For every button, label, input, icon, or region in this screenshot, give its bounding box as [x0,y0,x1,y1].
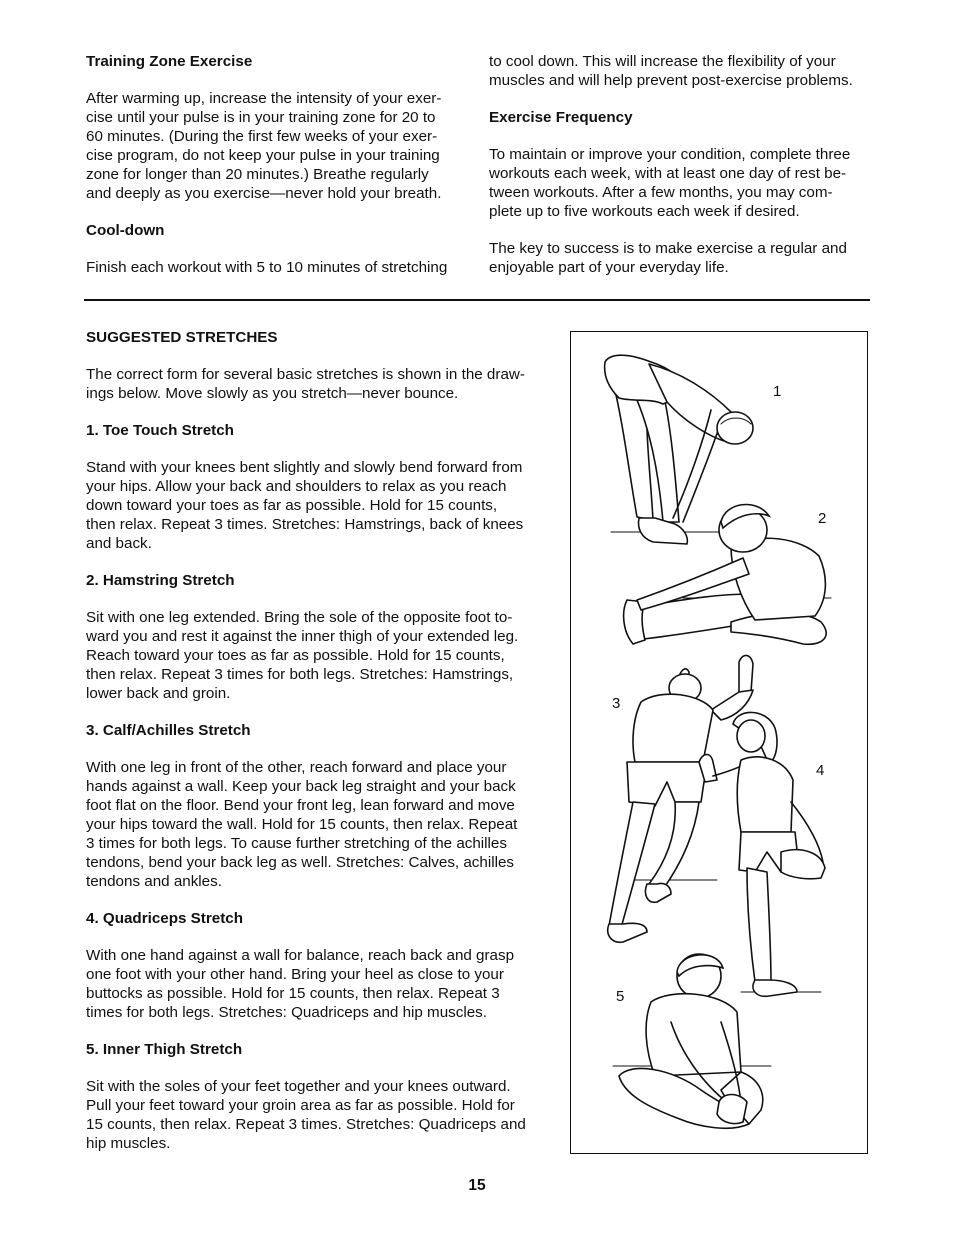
text-line: hip muscles. [86,1135,171,1152]
text-line: muscles and will help prevent post-exercise problems. [489,72,853,89]
text-line: tendons, bend your back leg as well. Stretches: Calves, achilles [86,854,515,871]
text-line: enjoyable part of your everyday life. [489,259,729,276]
text-line: cise until your pulse is in your training zone for 20 to [86,109,436,126]
cool-down-continued-paragraph [489,52,869,90]
calf-stretch-figure [608,655,753,942]
text-line: foot flat on the floor. Bend your front leg, lean forward and move [86,797,515,814]
figure-label-1: 1 [773,383,782,400]
figure-label-5: 5 [616,988,625,1005]
stretch-illustrations [570,331,868,1154]
text-line: buttocks as possible. Hold for 15 counts, then relax. Repeat 3 [86,985,500,1002]
text-line: 15 counts, then relax. Repeat 3 times. Stretches: Quadriceps and [86,1116,526,1133]
text-line: ings below. Move slowly as you stretch—never bounce. [86,385,459,402]
cool-down-paragraph [86,258,461,277]
text-line: then relax. Repeat 3 times. Stretches: Hamstrings, back of knees [86,516,524,533]
text-line: and deeply as you exercise—never hold your breath. [86,185,442,202]
text-line: ward you and rest it against the inner thigh of your extended leg. [86,628,519,645]
section-divider [84,299,870,301]
text-line: With one leg in front of the other, reach forward and place your [86,759,507,776]
text-line: The key to success is to make exercise a regular and [489,240,847,257]
text-line: Sit with one leg extended. Bring the sole of the opposite foot to- [86,609,513,626]
text-line: then relax. Repeat 3 times for both legs. Stretches: Hamstrings, [86,666,514,683]
top-right-column [489,52,869,277]
text-line: cise program, do not keep your pulse in your training [86,147,440,164]
figure-label-4: 4 [816,762,825,779]
heading-calf-achilles: 3. Calf/Achilles Stretch [86,722,251,739]
quadriceps-paragraph [86,946,541,1022]
text-line: zone for longer than 20 minutes.) Breathe regularly [86,166,429,183]
hamstring-paragraph [86,608,541,703]
text-line: your hips. Allow your back and shoulders to relax as you reach [86,478,507,495]
text-line: After warming up, increase the intensity of your exer- [86,90,442,107]
text-line: and back. [86,535,152,552]
text-line: Finish each workout with 5 to 10 minutes of stretching [86,259,448,276]
training-zone-paragraph [86,89,461,203]
text-line: To maintain or improve your condition, complete three [489,146,851,163]
text-line: to cool down. This will increase the flexibility of your [489,53,836,70]
exercise-frequency-paragraph [489,145,869,221]
figure-label-3: 3 [612,695,621,712]
heading-quadriceps: 4. Quadriceps Stretch [86,910,243,927]
text-line: Reach toward your toes as far as possible. Hold for 15 counts, [86,647,505,664]
quadriceps-stretch-figure [699,712,825,996]
toe-touch-paragraph [86,458,541,553]
heading-cool-down: Cool-down [86,222,165,239]
text-line: Stand with your knees bent slightly and slowly bend forward from [86,459,523,476]
text-line: 60 minutes. (During the first few weeks of your exer- [86,128,438,145]
figure-label-2: 2 [818,510,827,527]
inner-thigh-stretch-figure [613,954,771,1128]
text-line: The correct form for several basic stretches is shown in the draw- [86,366,525,383]
top-left-column [86,52,461,277]
text-line: 3 times for both legs. To cause further stretching of the achilles [86,835,507,852]
heading-training-zone: Training Zone Exercise [86,53,253,70]
text-line: your hips toward the wall. Hold for 15 counts, then relax. Repeat [86,816,518,833]
stretches-intro [86,365,541,403]
text-line: hands against a wall. Keep your back leg straight and your back [86,778,516,795]
key-to-success-paragraph [489,239,869,277]
calf-achilles-paragraph [86,758,541,891]
text-line: With one hand against a wall for balance, reach back and grasp [86,947,515,964]
text-line: Sit with the soles of your feet together and your knees outward. [86,1078,511,1095]
text-line: plete up to five workouts each week if desired. [489,203,800,220]
heading-toe-touch: 1. Toe Touch Stretch [86,422,234,439]
text-line: tendons and ankles. [86,873,222,890]
stretches-column [86,328,541,1153]
heading-hamstring: 2. Hamstring Stretch [86,572,235,589]
text-line: lower back and groin. [86,685,231,702]
heading-suggested-stretches: SUGGESTED STRETCHES [86,329,278,346]
text-line: tween workouts. After a few months, you may com- [489,184,833,201]
text-line: down toward your toes as far as possible. Hold for 15 counts, [86,497,498,514]
heading-exercise-frequency: Exercise Frequency [489,109,633,126]
inner-thigh-paragraph [86,1077,541,1153]
text-line: workouts each week, with at least one day of rest be- [489,165,847,182]
text-line: Pull your feet toward your groin area as far as possible. Hold for [86,1097,515,1114]
page-number: 15 [468,1177,486,1194]
heading-inner-thigh: 5. Inner Thigh Stretch [86,1041,243,1058]
text-line: times for both legs. Stretches: Quadriceps and hip muscles. [86,1004,487,1021]
text-line: one foot with your other hand. Bring your heel as close to your [86,966,504,983]
stretch-drawings [571,332,867,1153]
